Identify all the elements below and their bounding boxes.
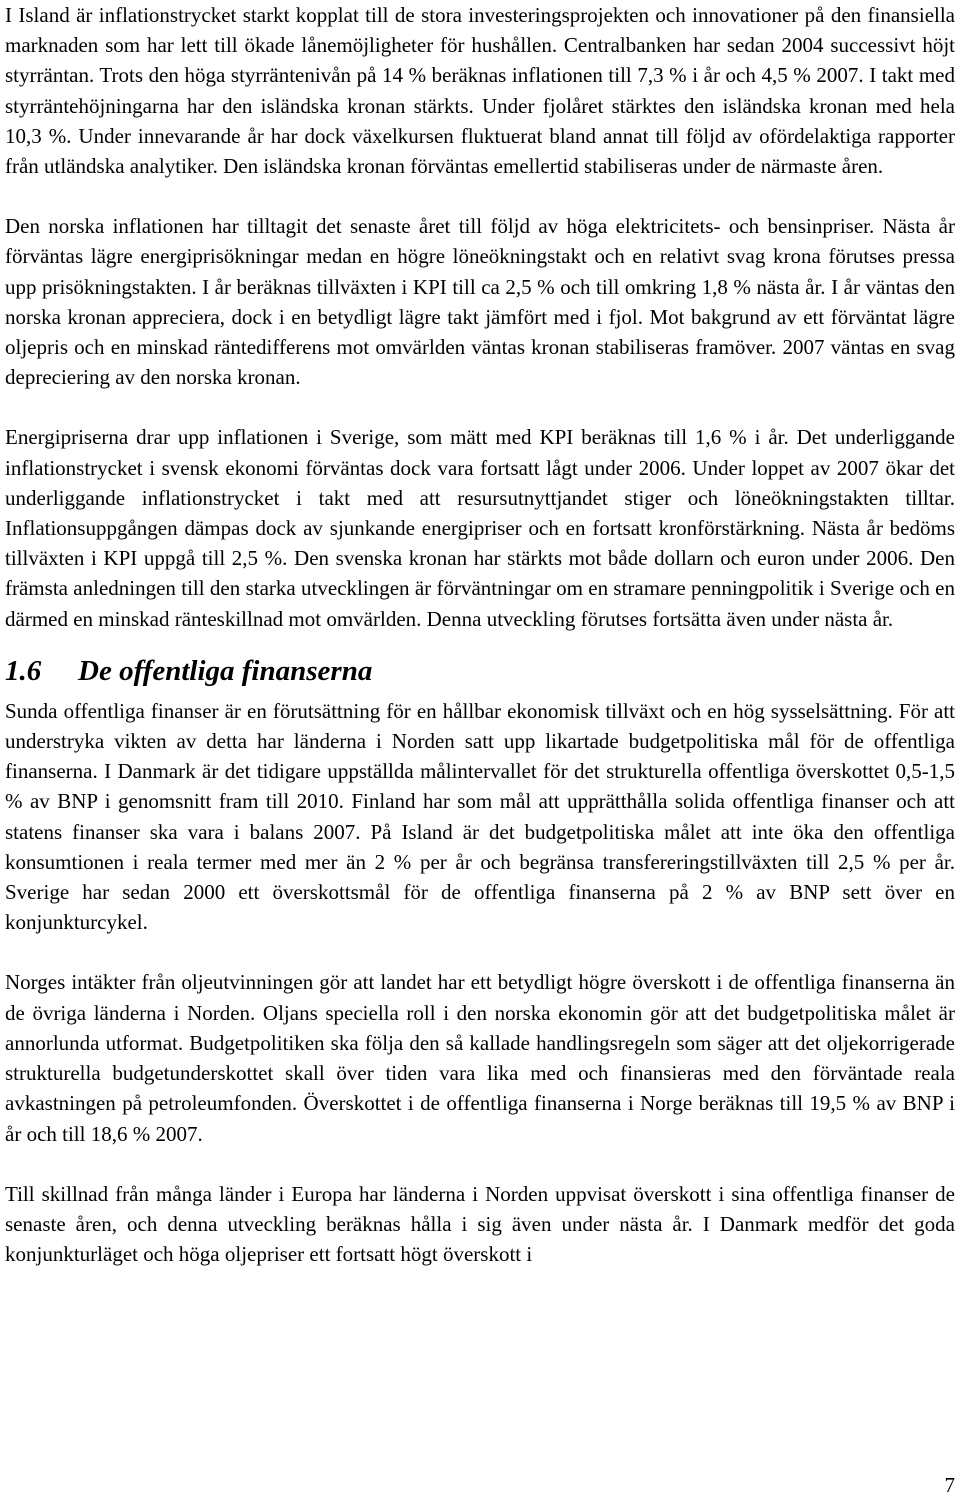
section-title: De offentliga finanserna: [78, 654, 373, 687]
document-page: [5, 0, 955, 1269]
section-heading: [5, 652, 955, 690]
paragraph-spacer: [5, 1149, 955, 1179]
section-number: 1.6: [5, 654, 42, 687]
page-number: 7: [944, 1473, 955, 1497]
paragraph-iceland-inflation: I Island är inflationstrycket starkt kopplat till de stora investeringsprojekten och innovationer på den finansiella marknaden som har lett till ökade lånemöjligheter för hushållen. Centralbanken har sedan 2004 successivt höjt styrräntan. Trots den höga styrräntenivån på 14 % beräknas inflationen till 7,3 % i år och 4,5 % 2007. I takt med styrräntehöjningarna har den isländska kronan stärkts. Under fjolåret stärktes den isländska kronan med hela 10,3 %. Under innevarande år har dock växelkursen fluktuerat bland annat till följd av ofördelaktiga rapporter från utländska analytiker. Den isländska kronan förväntas emellertid stabiliseras under de närmaste åren.: [5, 3, 955, 179]
paragraph-nordic-surplus: Till skillnad från många länder i Europa har länderna i Norden uppvisat överskott i sina offentliga finanser de senaste åren, och denna utveckling beräknas hålla i sig även under nästa år. I Danmark medför det goda konjunkturläget och höga oljepriser ett fortsatt högt överskott i: [5, 1181, 955, 1267]
paragraph-spacer: [5, 181, 955, 211]
paragraph-spacer: [5, 937, 955, 967]
paragraph-norway-oil: Norges intäkter från oljeutvinningen gör att landet har ett betydligt högre överskott i de offentliga finanserna än de övriga länderna i Norden. Oljans speciella roll i den norska ekonomin gör att det budgetpolitiska målet är annorlunda utformat. Budgetpolitiken ska följa den så kallade handlingsregeln som säger att det oljekorrigerade strukturella budgetunderskottet skall över tiden vara lika med och finansieras med den förväntade reala avkastningen på petroleumfonden. Överskottet i de offentliga finanserna i Norge beräknas till 19,5 % av BNP i år och till 18,6 % 2007.: [5, 970, 955, 1146]
paragraph-spacer: [5, 392, 955, 422]
paragraph-norway-inflation: Den norska inflationen har tilltagit det senaste året till följd av höga elektricitets- och bensinpriser. Nästa år förväntas lägre energiprisökningar medan en högre löneökningstakt och en relativt svag krona förutses pressa upp prisökningstakten. I år beräknas tillväxten i KPI till ca 2,5 % och till omkring 1,8 % nästa år. I år väntas den norska kronan appreciera, dock i en betydligt lägre takt jämfört med i fjol. Mot bakgrund av ett förväntat lägre oljepris och en minskad räntedifferens mot omvärlden väntas kronan stabiliseras framöver. 2007 väntas en svag depreciering av den norska kronan.: [5, 214, 955, 390]
paragraph-sweden-inflation: Energipriserna drar upp inflationen i Sverige, som mätt med KPI beräknas till 1,6 % i år. Det underliggande inflationstrycket i svensk ekonomi förväntas dock vara fortsatt lågt under 2006. Under loppet av 2007 ökar det underliggande inflationstrycket i takt med att resursutnyttjandet stiger och löneökningstakten tilltar. Inflationsuppgången dämpas dock av sjunkande energipriser och en fortsatt kronförstärkning. Nästa år bedöms tillväxten i KPI uppgå till 2,5 %. Den svenska kronan har stärkts mot både dollarn och euron under 2006. Den främsta anledningen till den starka utvecklingen är förväntningar om en stramare penningpolitik i Sverige och en därmed en minskad ränteskillnad mot omvärlden. Denna utveckling förutses fortsätta även under nästa år.: [5, 425, 955, 631]
paragraph-public-finances: Sunda offentliga finanser är en förutsättning för en hållbar ekonomisk tillväxt och en hög sysselsättning. För att understryka vikten av detta har länderna i Norden satt upp likartade budgetpolitiska mål för de offentliga finanserna. I Danmark är det tidigare uppställda målintervallet för det strukturella offentliga överskottet 0,5-1,5 % av BNP i genomsnitt fram till 2010. Finland har som mål att upprätthålla solida offentliga finanser och att statens finanser ska vara i balans 2007. På Island är det budgetpolitiska målet att inte öka den offentliga konsumtionen i reala termer med mer än 2 % per år och begränsa transfereringstillväxten till 2,5 % per år. Sverige har sedan 2000 ett överskottsmål för de offentliga finanserna på 2 % av BNP sett över en konjunkturcykel.: [5, 698, 955, 935]
